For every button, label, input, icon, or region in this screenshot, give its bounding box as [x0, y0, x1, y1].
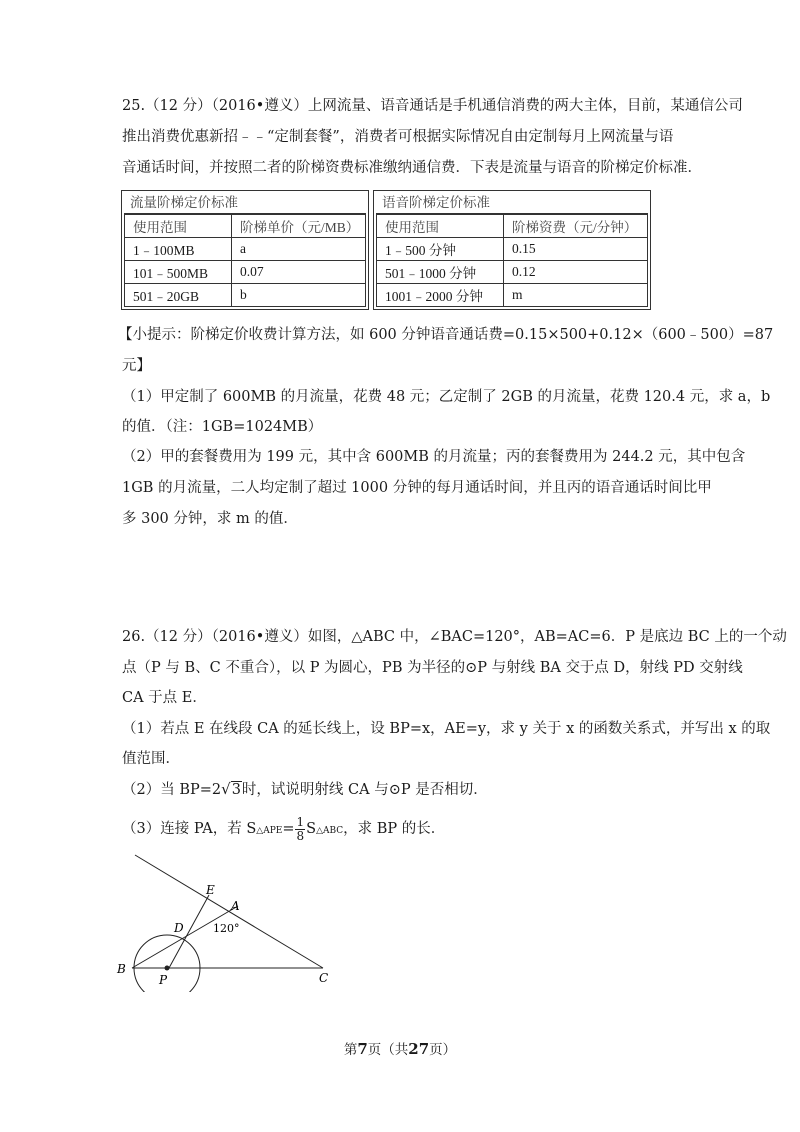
sqrt-expression: √3 — [221, 780, 241, 798]
area-abc-subscript: △ABC — [316, 826, 344, 836]
current-page-number: 7 — [357, 1040, 368, 1058]
q26-part2 — [122, 779, 488, 800]
area-ape-subscript: △APE — [256, 826, 283, 836]
q26-part1-line-2: 值范围． — [122, 751, 180, 767]
label-e: E — [206, 883, 215, 897]
q25-part1-line-1: （1）甲定制了 600MB 的月流量，花费 48 元；乙定制了 2GB 的月流量，花费 120.4 元，求 a，b — [122, 389, 771, 405]
q25-line-2: 推出消费优惠新招﹣﹣“定制套餐”，消费者可根据实际情况自由定制每月上网流量与语 — [122, 129, 674, 145]
label-c: C — [319, 971, 329, 985]
q26-line-1: 26.（12 分）（2016•遵义）如图，△ABC 中，∠BAC=120°，AB=AC=6．P 是底边 BC 上的一个动 — [122, 629, 787, 645]
geometry-figure — [110, 852, 370, 992]
data-pricing-table — [121, 190, 369, 310]
data-table-cell: 101﹣500MB — [125, 261, 232, 284]
fraction-numerator: 1 — [296, 814, 305, 829]
q26-part3-prefix: （3）连接 PA，若 S — [122, 821, 257, 837]
label-p: P — [159, 973, 168, 987]
label-a: A — [231, 899, 240, 913]
q25-line-3: 音通话时间，并按照二者的阶梯资费标准缴纳通信费．下表是流量与语音的阶梯定价标准． — [122, 160, 702, 176]
footer-prefix: 第 — [343, 1042, 358, 1058]
q26-line-2: 点（P 与 B、C 不重合），以 P 为圆心，PB 为半径的⊙P 与射线 BA 交于点 D，射线 PD 交射线 — [122, 660, 743, 676]
voice-table-header-range: 使用范围 — [377, 215, 504, 238]
data-table-cell: 1﹣100MB — [125, 238, 232, 261]
q26-part3-suffix: ，求 BP 的长． — [343, 821, 446, 837]
point-p-dot — [165, 966, 170, 971]
q26-part3 — [122, 814, 445, 844]
q25-part2-line-2: 1GB 的月流量，二人均定制了超过 1000 分钟的每月通话时间，并且丙的语音通话时间比甲 — [122, 480, 712, 496]
fraction-one-eighth — [295, 816, 305, 843]
voice-table-cell: 1﹣500 分钟 — [377, 238, 504, 261]
q26-part2-prefix: （2）当 BP=2 — [122, 782, 222, 798]
voice-table-header-price: 阶梯资费（元/分钟） — [504, 215, 648, 238]
data-table-header-range: 使用范围 — [125, 215, 232, 238]
equals-sign: = — [282, 821, 295, 837]
data-table-cell: a — [232, 238, 366, 261]
q25-part2-line-3: 多 300 分钟，求 m 的值． — [122, 511, 298, 527]
q25-line-1: 25.（12 分）（2016•遵义）上网流量、语音通话是手机通信消费的两大主体，目前，某通信公司 — [122, 98, 743, 114]
label-d: D — [174, 921, 184, 935]
data-table-header-price: 阶梯单价（元/MB） — [232, 215, 366, 238]
total-pages-number: 27 — [408, 1040, 430, 1058]
voice-table-cell: 0.12 — [504, 261, 648, 284]
fraction-denominator: 8 — [296, 828, 305, 843]
q25-hint-line-1: 【小提示：阶梯定价收费计算方法，如 600 分钟语音通话费=0.15×500+0.12×（600﹣500）=87 — [118, 327, 774, 343]
voice-table-cell: m — [504, 284, 648, 307]
q26-line-3: CA 于点 E． — [122, 690, 207, 706]
voice-table-cell: 1001﹣2000 分钟 — [377, 284, 504, 307]
data-table-cell: 0.07 — [232, 261, 366, 284]
sqrt-radicand: 3 — [231, 782, 241, 798]
q26-part2-suffix: 时，试说明射线 CA 与⊙P 是否相切． — [241, 782, 488, 798]
data-table-title: 流量阶梯定价标准 — [124, 193, 366, 214]
label-angle-120: 120° — [213, 922, 240, 935]
label-b: B — [117, 962, 126, 976]
voice-table-cell: 0.15 — [504, 238, 648, 261]
voice-table-cell: 501﹣1000 分钟 — [377, 261, 504, 284]
area-s-symbol: S — [306, 821, 317, 837]
q26-part1-line-1: （1）若点 E 在线段 CA 的延长线上，设 BP=x，AE=y，求 y 关于 x 的函数关系式，并写出 x 的取 — [122, 721, 771, 737]
segment-ba — [132, 906, 238, 968]
data-table-cell: b — [232, 284, 366, 307]
footer-middle: 页（共 — [367, 1042, 409, 1058]
footer-suffix: 页） — [429, 1042, 457, 1058]
page-footer — [0, 1038, 800, 1058]
voice-table-title: 语音阶梯定价标准 — [376, 193, 648, 214]
q25-part2-line-1: （2）甲的套餐费用为 199 元，其中含 600MB 的月流量；丙的套餐费用为 244.2 元，其中包含 — [122, 449, 746, 465]
q25-hint-line-2: 元】 — [122, 358, 151, 374]
voice-pricing-table — [373, 190, 651, 310]
q25-part1-line-2: 的值．（注：1GB=1024MB） — [122, 419, 323, 435]
data-table-cell: 501﹣20GB — [125, 284, 232, 307]
